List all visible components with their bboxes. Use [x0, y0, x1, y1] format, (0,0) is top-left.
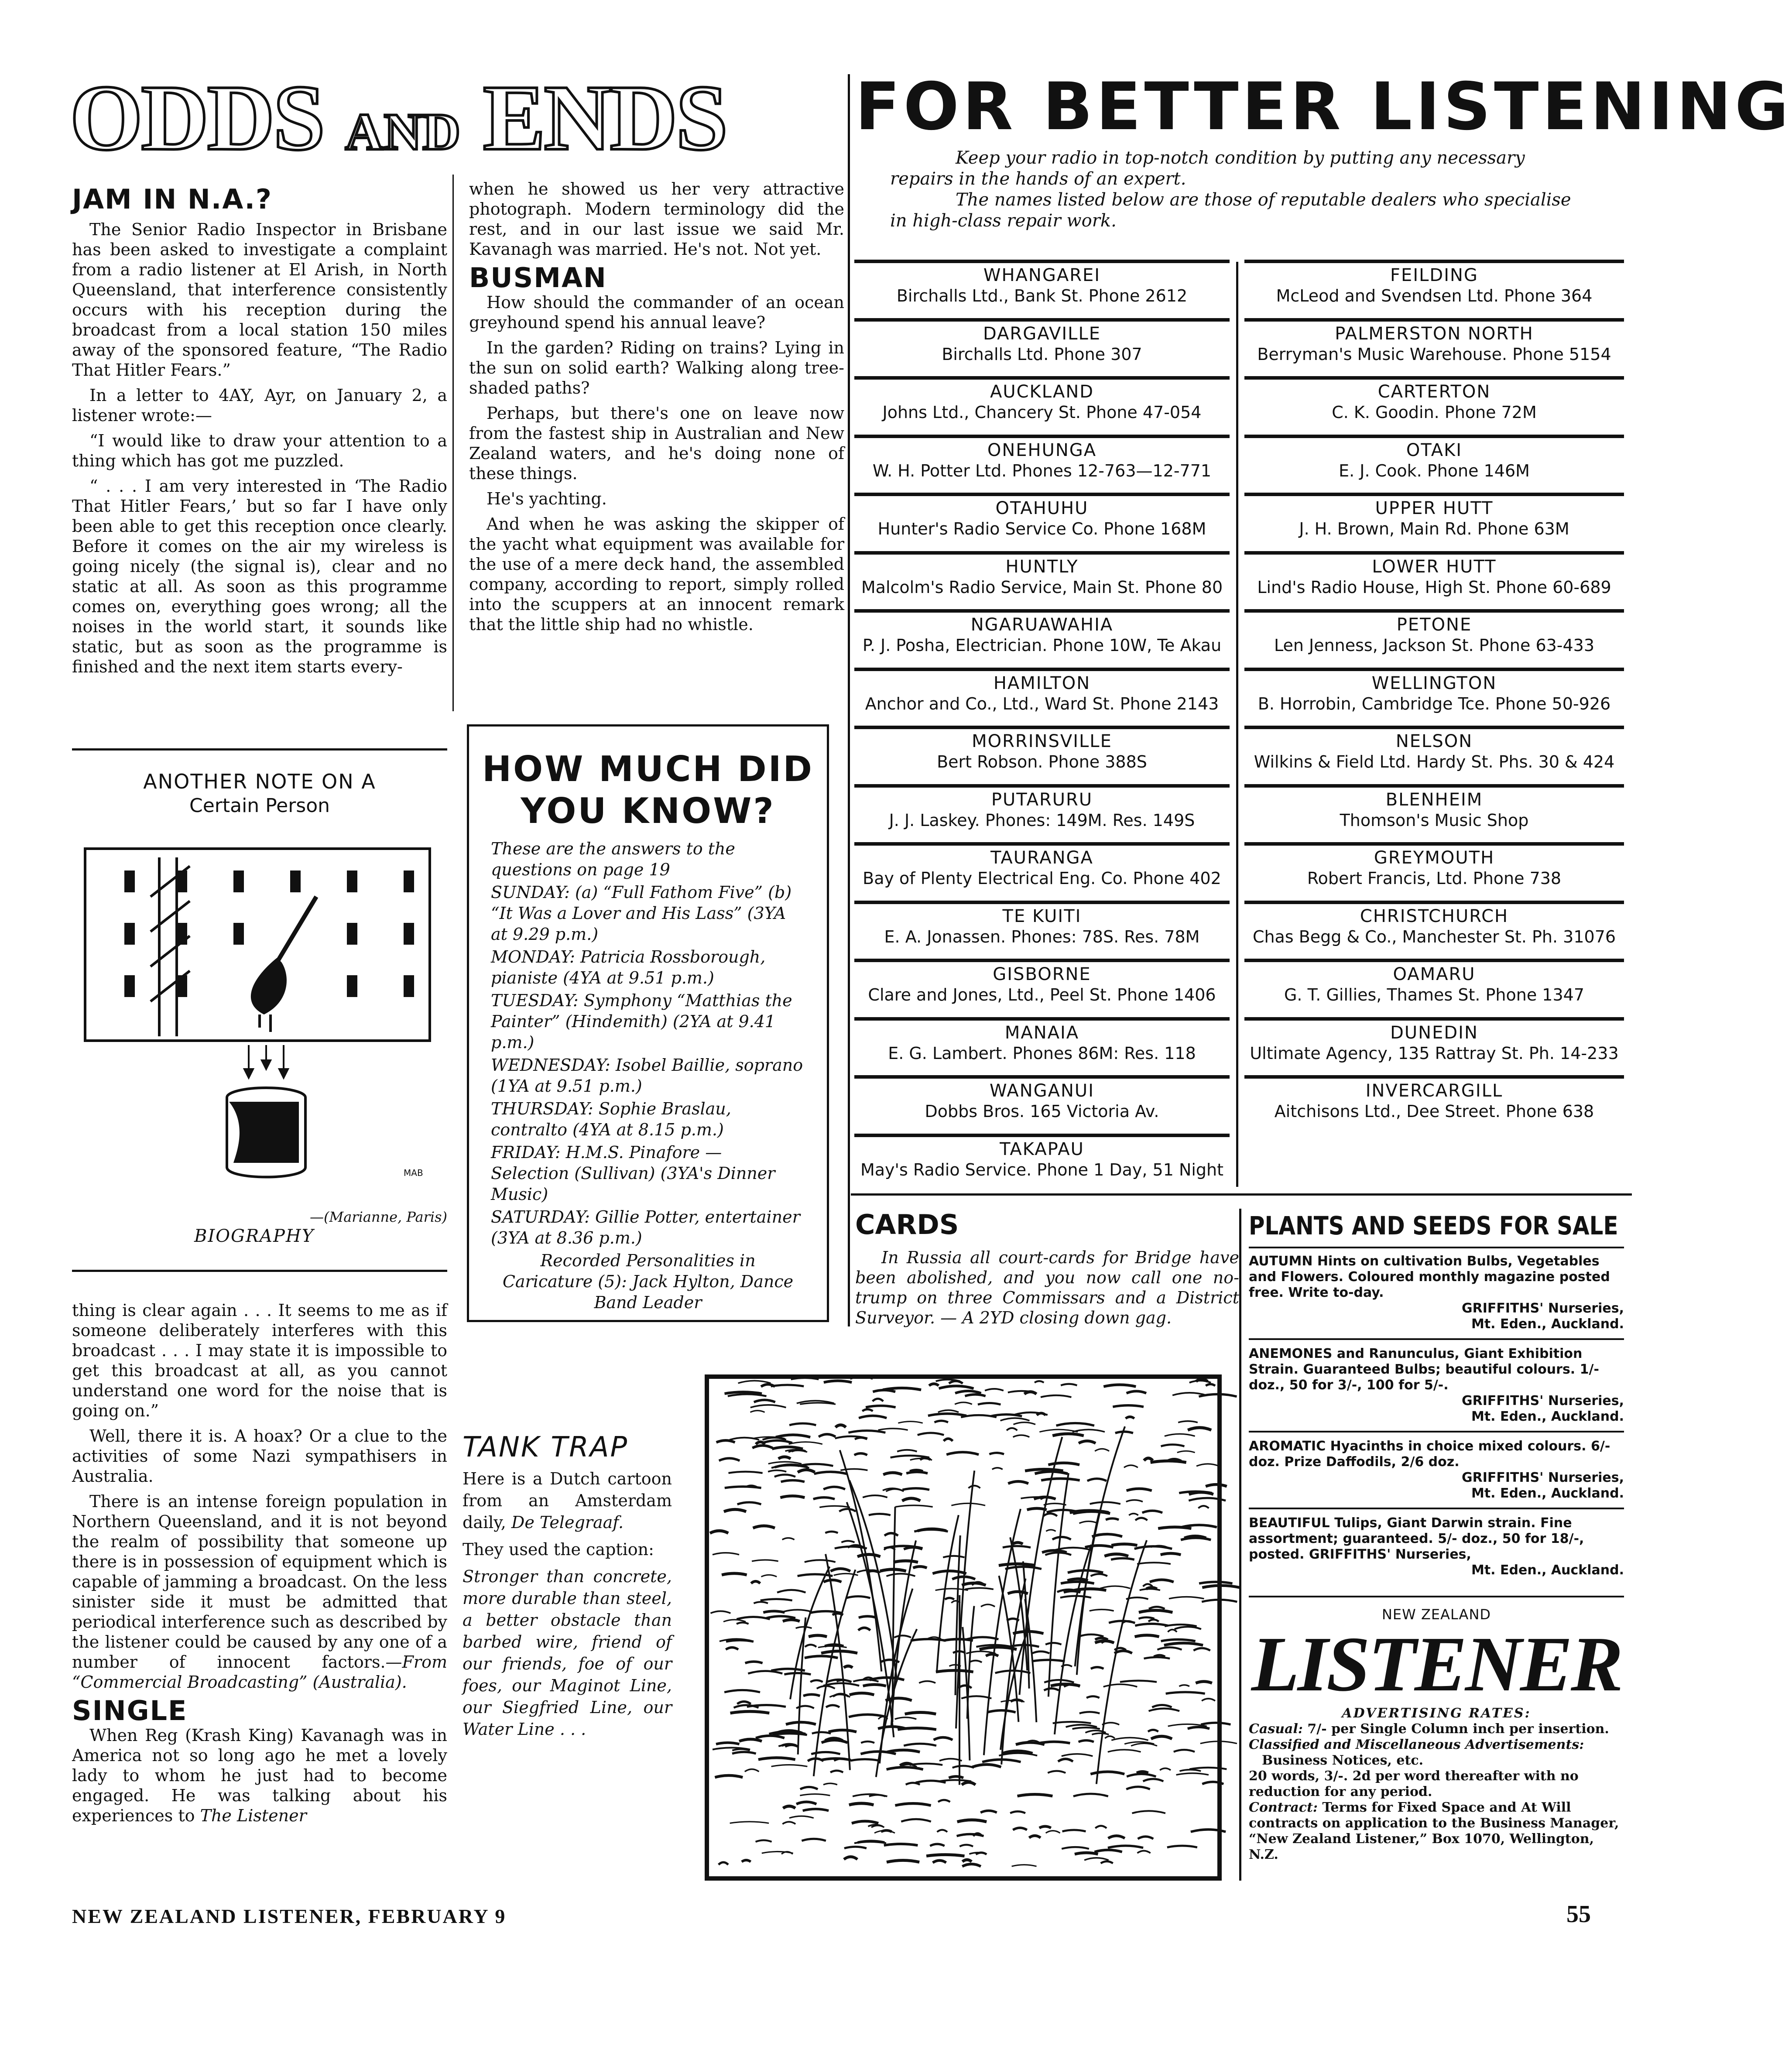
dealer-info: Ultimate Agency, 135 Rattray St. Ph. 14-233 [1250, 1043, 1619, 1063]
dealer-info: Lind's Radio House, High St. Phone 60-689 [1257, 577, 1611, 597]
quiz-title: HOW MUCH DID YOU KNOW? [482, 749, 814, 831]
certain-person-cartoon [72, 761, 447, 1259]
dealer-town: TE KUITI [1002, 906, 1082, 926]
dealer-rule [854, 1075, 1230, 1079]
rates-classified: Classified and Miscellaneous Advertisements: Business Notices, etc. [1249, 1737, 1584, 1768]
dealer-rule [1244, 784, 1624, 788]
dealer-rule [854, 668, 1230, 671]
dealer-rule [854, 318, 1230, 322]
water-line-cartoon [705, 1374, 1222, 1881]
listener-top: NEW ZEALAND [1381, 1606, 1491, 1623]
note-line1: ANOTHER NOTE ON A [143, 770, 376, 793]
rates-casual: Casual: 7/- per Single Column inch per insertion. [1249, 1721, 1609, 1737]
dealer-info: Thomson's Music Shop [1340, 810, 1529, 830]
plant-ad: AROMATIC Hyacinths in choice mixed colours. 6/- doz. Prize Daffodils, 2/6 doz. GRIFFITHS' Nurseries, Mt. Eden., Auckland. [1249, 1439, 1624, 1501]
dealer-town: GREYMOUTH [1374, 848, 1495, 868]
page-number: 55 [1566, 1901, 1591, 1928]
water-illustration [709, 1379, 1217, 1876]
dealer-rule [854, 260, 1230, 263]
dealer-town: WHANGAREI [983, 265, 1101, 285]
dealer-info: Bert Robson. Phone 388S [937, 752, 1147, 771]
divider-rule [72, 748, 447, 751]
dealer-town: UPPER HUTT [1375, 498, 1494, 518]
plants-ads [1249, 1211, 1624, 1863]
dealer-rule [854, 551, 1230, 555]
cartoon-artist-signature: MAB [404, 1168, 423, 1178]
dealer-entry [1244, 1080, 1624, 1121]
cards-article [855, 1209, 1239, 1328]
dealer-rule [1244, 901, 1624, 904]
dealer-town: OTAKI [1406, 440, 1463, 460]
dealer-rule [1244, 842, 1624, 846]
dealer-info: Len Jenness, Jackson St. Phone 63-433 [1274, 636, 1595, 655]
dealer-town: OTAHUHU [995, 498, 1089, 518]
busman-heading: BUSMAN [469, 262, 607, 294]
quiz-item: THURSDAY: Sophie Braslau, contralto (4YA at 8.15 p.m.) [491, 1099, 731, 1139]
listener-logo: LISTENER [1251, 1621, 1622, 1707]
dealer-info: C. K. Goodin. Phone 72M [1332, 403, 1537, 422]
busman-p3: Perhaps, but there's one on leave now from the fastest ship in Australian and New Zealand waters, and he's doing none of these things. [469, 404, 844, 483]
jam-article [72, 183, 447, 682]
plants-heading: PLANTS AND SEEDS FOR SALE [1249, 1211, 1618, 1241]
busman-p5: And when he was asking the skipper of the yacht what equipment was available for the use of a mere deck hand, the assembled company, according to report, simply rolled into the scuppers at an innocent remark that the little ship had no whistle. [469, 514, 844, 634]
dealer-entry [854, 440, 1230, 481]
jam-p3: “I would like to draw your attention to a thing which has got me puzzled. [72, 431, 447, 470]
plant-ad: ANEMONES and Ranunculus, Giant Exhibition Strain. Guaranteed Bulbs; beautiful colours. 1/- doz., 50 for 3/-, 100 for 5/-. GRIFFITHS' Nurseries, Mt. Eden., Auckland. [1249, 1346, 1624, 1424]
how-much-did-you-know-box [467, 724, 829, 1322]
better-intro: Keep your radio in top-notch condition by putting any necessary repairs in the hands of an expert. The names listed below are those of reputable dealers who specialise in high-class repair work. [890, 148, 1571, 231]
dealer-town: PALMERSTON NORTH [1335, 323, 1534, 344]
dealer-entry [1244, 265, 1624, 306]
dealer-entry [1244, 381, 1624, 422]
jam-continued [72, 1300, 447, 1831]
dealer-rule [854, 842, 1230, 846]
dealer-info: E. J. Cook. Phone 146M [1339, 461, 1530, 480]
dealer-entry [854, 556, 1230, 597]
dealer-rule [854, 959, 1230, 962]
quiz-intro: These are the answers to the questions on page 19 [491, 839, 735, 879]
dealer-town: AUCKLAND [990, 382, 1094, 402]
rates-words: 20 words, 3/-. 2d per word thereafter with no reduction for any period. [1249, 1768, 1579, 1799]
dealer-info: Robert Francis, Ltd. Phone 738 [1307, 869, 1562, 888]
dealer-info: May's Radio Service. Phone 1 Day, 51 Night [860, 1160, 1224, 1179]
dealer-town: FEILDING [1390, 265, 1478, 285]
dealer-rule [1244, 318, 1624, 322]
dealer-rule [1244, 668, 1624, 671]
dealer-info: Wilkins & Field Ltd. Hardy St. Phs. 30 & 424 [1254, 752, 1615, 771]
dealer-entry [854, 731, 1230, 772]
tank-p1: Here is a Dutch cartoon from an Amsterdam daily, De Telegraaf. [463, 1469, 672, 1532]
jam-p1: The Senior Radio Inspector in Brisbane has been asked to investigate a complaint from a radio listener at El Arish, in North Queensland, that interference consistently occurs with his reception during the broadcast from a local station 150 miles away of the sponsored feature, “The Radio That Hitler Fears.” [72, 220, 447, 380]
single-heading: SINGLE [72, 1695, 188, 1727]
dealer-entry [1244, 498, 1624, 539]
dealer-rule [1244, 959, 1624, 962]
rates-title: ADVERTISING RATES: [1342, 1706, 1531, 1721]
dealer-town: INVERCARGILL [1365, 1081, 1503, 1101]
dealer-entry [1244, 614, 1624, 655]
dealer-info: E. A. Jonassen. Phones: 78S. Res. 78M [884, 927, 1200, 946]
dealer-info: W. H. Potter Ltd. Phones 12-763—12-771 [872, 461, 1212, 480]
dealer-town: MANAIA [1004, 1022, 1079, 1043]
dealer-rule [854, 901, 1230, 904]
dealer-rule [854, 435, 1230, 438]
dealer-rule [854, 609, 1230, 613]
dealer-entry [854, 381, 1230, 422]
dealer-town: CHRISTCHURCH [1360, 906, 1509, 926]
quiz-footer: Recorded Personalities in Caricature (5): Jack Hylton, Dance Band Leader [502, 1251, 794, 1312]
quiz-item: WEDNESDAY: Isobel Baillie, soprano (1YA at 9.51 p.m.) [491, 1056, 803, 1096]
dealer-info: Malcolm's Radio Service, Main St. Phone 80 [861, 577, 1223, 597]
quiz-item: FRIDAY: H.M.S. Pinafore — Selection (Sullivan) (3YA's Dinner Music) [491, 1143, 775, 1204]
dealer-town: OAMARU [1393, 964, 1476, 984]
dealer-entry [1244, 847, 1624, 888]
dealer-town: HUNTLY [1005, 556, 1079, 577]
dealer-town: HAMILTON [993, 673, 1091, 693]
quiz-item: MONDAY: Patricia Rossborough, pianiste (4YA at 9.51 p.m.) [491, 947, 766, 987]
dealer-entry [854, 673, 1230, 714]
dealer-info: J. H. Brown, Main Rd. Phone 63M [1299, 519, 1569, 538]
dealer-rule [1244, 726, 1624, 729]
ad-divider [1239, 1209, 1241, 1881]
dealer-info: G. T. Gillies, Thames St. Phone 1347 [1284, 985, 1584, 1004]
dealer-entry [1244, 556, 1624, 597]
jam-p5: thing is clear again . . . It seems to me as if someone deliberately interferes with this broadcast . . . I may state it is impossible to get this broadcast at all, as you cannot understand one word for the noise that is going on.” [72, 1301, 447, 1420]
divider-rule [72, 1270, 447, 1272]
dealer-entry [1244, 440, 1624, 481]
dealer-entry [854, 1022, 1230, 1063]
dealer-town: WELLINGTON [1371, 673, 1497, 693]
single-p1: When Reg (Krash King) Kavanagh was in America not so long ago he met a lovely lady to whom he just had to become engaged. He was talking about his experiences to The Listener [72, 1726, 447, 1825]
dealer-rule [1244, 493, 1624, 496]
dealer-town: WANGANUI [989, 1081, 1094, 1101]
dealer-entry [854, 906, 1230, 947]
dealer-town: TAURANGA [990, 848, 1093, 868]
dealer-town: NGARUAWAHIA [970, 615, 1114, 635]
dealer-rule [1244, 376, 1624, 380]
dealer-entry [854, 1080, 1230, 1121]
jam-p4: “ . . . I am very interested in ‘The Radio That Hitler Fears,’ but so far I have only been able to get this reception once clearly. Before it comes on the air my wireless is going nicely (the signal is), clear and no static at all. As soon as this programme comes on, everything goes wrong; all the noises in the world start, it sounds like static, but as soon as the programme is finished and the next item starts every- [72, 476, 447, 676]
quiz-item: SUNDAY: (a) “Full Fathom Five” (b) “It Was a Lover and His Lass” (3YA at 9.29 p.m.) [491, 883, 792, 944]
dealer-info: J. J. Laskey. Phones: 149M. Res. 149S [889, 810, 1195, 830]
dealer-rule [854, 376, 1230, 380]
dealer-town: DARGAVILLE [983, 323, 1101, 344]
jam-heading: JAM IN N.A.? [72, 183, 272, 215]
dealer-town: BLENHEIM [1385, 789, 1483, 810]
tank-p2: They used the caption: [463, 1540, 654, 1559]
dealer-rule [854, 493, 1230, 496]
rates-contract: Contract: Terms for Fixed Space and At Will contracts on application to the Business Manager, “New Zealand Listener,” Box 1070, Wellington, N.Z. [1249, 1800, 1619, 1862]
dealer-entry [854, 265, 1230, 306]
cards-heading: CARDS [855, 1209, 959, 1241]
column-divider-left [452, 175, 454, 711]
dealer-info: E. G. Lambert. Phones 86M: Res. 118 [888, 1043, 1196, 1063]
jam-p7: There is an intense foreign population in Northern Queensland, and it is not beyond the realm of possibility that someone up there is in possession of equipment which is capable of jamming a broadcast. On the less sinister side it must be admitted that periodical interference such as described by the listener could be caused by any one of a number of innocent factors.—From “Commercial Broadcasting” (Australia). [72, 1492, 447, 1692]
dealer-entry [854, 498, 1230, 539]
dealer-entry [854, 614, 1230, 655]
dealer-info: Berryman's Music Warehouse. Phone 5154 [1257, 344, 1611, 364]
busman-p2: In the garden? Riding on trains? Lying in the sun on solid earth? Walking along tree-shaded paths? [469, 338, 844, 398]
dealer-rule [1244, 609, 1624, 613]
dealer-rule [1244, 435, 1624, 438]
cards-text: In Russia all court-cards for Bridge have been abolished, and you now call one no-trump on three Commissars and a District Surveyor. — A 2YD closing down gag. [855, 1248, 1239, 1327]
dealer-info: Aitchisons Ltd., Dee Street. Phone 638 [1274, 1102, 1594, 1121]
note-line2: Certain Person [189, 795, 330, 817]
dealer-info: Chas Begg & Co., Manchester St. Ph. 31076 [1252, 927, 1616, 946]
dealer-info: Dobbs Bros. 165 Victoria Av. [925, 1102, 1159, 1121]
dealer-entry [1244, 789, 1624, 830]
footer-issue: NEW ZEALAND LISTENER, FEBRUARY 9 [72, 1905, 507, 1927]
dealer-info: Bay of Plenty Electrical Eng. Co. Phone 402 [863, 869, 1221, 888]
dealer-town: NELSON [1395, 731, 1473, 751]
for-better-listening-title: FOR BETTER LISTENING [855, 69, 1792, 145]
dealer-info: Anchor and Co., Ltd., Ward St. Phone 2143 [865, 694, 1219, 713]
plant-ad: BEAUTIFUL Tulips, Giant Darwin strain. Fine assortment; guaranteed. 5/- doz., 50 for 18/-, posted. GRIFFITHS' Nurseries, Mt. Eden., Auckland. [1249, 1515, 1624, 1578]
dealer-info: Johns Ltd., Chancery St. Phone 47-054 [882, 403, 1202, 422]
tank-trap-article [463, 1431, 672, 1745]
cartoon-credit: —(Marianne, Paris) [309, 1209, 447, 1225]
quiz-item: TUESDAY: Symphony “Matthias the Painter” (Hindemith) (2YA at 9.41 p.m.) [491, 991, 792, 1052]
cartoon-caption: BIOGRAPHY [194, 1226, 315, 1246]
dealer-town: PETONE [1396, 615, 1472, 635]
biography-illustration [72, 818, 447, 1220]
dealer-entry [854, 847, 1230, 888]
dealer-entry [854, 1139, 1230, 1180]
dealer-town: ONEHUNGA [987, 440, 1097, 460]
quiz-item: SATURDAY: Gillie Potter, entertainer (3YA at 8.36 p.m.) [491, 1207, 800, 1247]
dealer-rule [854, 1017, 1230, 1021]
dealer-entry [1244, 673, 1624, 714]
odds-and-ends-title: ODDS AND ENDS [70, 65, 726, 170]
dealer-town: TAKAPAU [1000, 1139, 1084, 1159]
dealer-info: B. Horrobin, Cambridge Tce. Phone 50-926 [1257, 694, 1611, 713]
dealer-rule [854, 726, 1230, 729]
dealer-rule [854, 784, 1230, 788]
dealer-rule [1244, 551, 1624, 555]
single-p2: when he showed us her very attractive photograph. Modern terminology did the rest, and in our last issue we said Mr. Kavanagh was married. He's not. Not yet. [469, 179, 844, 259]
dealer-town: GISBORNE [993, 964, 1091, 984]
dealer-rule [1244, 1017, 1624, 1021]
dealer-entry [1244, 1022, 1624, 1063]
dealer-rule [1244, 1075, 1624, 1079]
dealer-entry [1244, 323, 1624, 364]
plant-ad: AUTUMN Hints on cultivation Bulbs, Vegetables and Flowers. Coloured monthly magazine posted free. Write to-day. GRIFFITHS' Nurseries, Mt. Eden., Auckland. [1249, 1254, 1624, 1332]
quiz-answers [469, 838, 827, 1313]
column-divider [848, 74, 850, 1326]
dealer-rule [854, 1134, 1230, 1137]
dealer-info: P. J. Posha, Electrician. Phone 10W, Te Akau [862, 636, 1222, 655]
dealer-entry [1244, 964, 1624, 1005]
tank-p3: Stronger than concrete, more durable than steel, a better obstacle than barbed wire, friend of our friends, foe of our foes, our Maginot Line, our Siegfried Line, our Water Line . . . [463, 1567, 672, 1739]
busman-p4: He's yachting. [487, 489, 607, 508]
dealer-info: Hunter's Radio Service Co. Phone 168M [877, 519, 1206, 538]
single-continued [469, 179, 844, 640]
tank-heading: TANK TRAP [463, 1431, 629, 1463]
dealer-info: Birchalls Ltd., Bank St. Phone 2612 [896, 286, 1188, 305]
jam-p2: In a letter to 4AY, Ayr, on January 2, a listener wrote:— [72, 386, 447, 425]
dealer-entry [1244, 906, 1624, 947]
dealer-town: DUNEDIN [1390, 1022, 1478, 1043]
dealer-info: Clare and Jones, Ltd., Peel St. Phone 1406 [868, 985, 1216, 1004]
dealer-entry [854, 323, 1230, 364]
dealer-town: CARTERTON [1377, 382, 1491, 402]
dealer-info: McLeod and Svendsen Ltd. Phone 364 [1276, 286, 1593, 305]
divider-rule [851, 1193, 1632, 1196]
dealer-town: PUTARURU [991, 789, 1093, 810]
busman-p1: How should the commander of an ocean greyhound spend his annual leave? [469, 293, 844, 332]
dealer-town: LOWER HUTT [1372, 556, 1497, 577]
dealer-divider [1236, 262, 1238, 1187]
dealer-entry [854, 789, 1230, 830]
jam-p6: Well, there it is. A hoax? Or a clue to the activities of some Nazi sympathisers in Australia. [72, 1426, 447, 1486]
dealer-entry [854, 964, 1230, 1005]
dealer-info: Birchalls Ltd. Phone 307 [942, 344, 1142, 364]
dealer-rule [1244, 260, 1624, 263]
dealer-town: MORRINSVILLE [972, 731, 1112, 751]
dealer-entry [1244, 731, 1624, 772]
